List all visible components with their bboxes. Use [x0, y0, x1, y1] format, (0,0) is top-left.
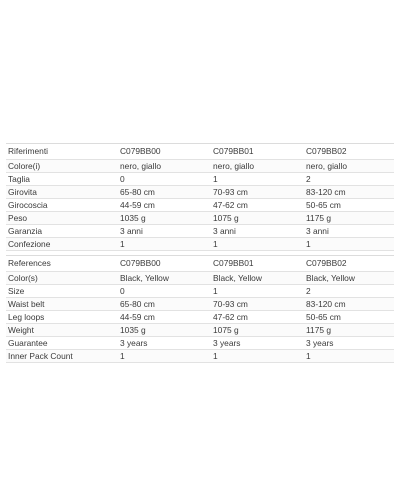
table-header-row: [6, 144, 394, 160]
header-ref-c079bb02: C079BB02: [304, 256, 394, 272]
table-row: [6, 311, 394, 324]
row-label: Size: [6, 285, 118, 298]
row-label: Inner Pack Count: [6, 350, 118, 363]
header-ref-c079bb00: C079BB00: [118, 144, 211, 160]
table-cell: 3 years: [211, 337, 304, 350]
table-cell: 1175 g: [304, 324, 394, 337]
table-cell: 1075 g: [211, 212, 304, 225]
table-cell: 1: [304, 350, 394, 363]
table-row: [6, 324, 394, 337]
table-cell: 70-93 cm: [211, 186, 304, 199]
table-cell: 44-59 cm: [118, 199, 211, 212]
header-label: Riferimenti: [6, 144, 118, 160]
table-cell: 3 anni: [304, 225, 394, 238]
header-ref-c079bb01: C079BB01: [211, 256, 304, 272]
table-cell: 2: [304, 285, 394, 298]
table-cell: 0: [118, 285, 211, 298]
row-label: Taglia: [6, 173, 118, 186]
table-cell: 1075 g: [211, 324, 304, 337]
spec-table-english: [6, 255, 394, 363]
row-label: Color(s): [6, 272, 118, 285]
table-cell: 1035 g: [118, 324, 211, 337]
table-cell: 1: [211, 173, 304, 186]
row-label: Waist belt: [6, 298, 118, 311]
table-row: [6, 285, 394, 298]
header-ref-c079bb02: C079BB02: [304, 144, 394, 160]
table-cell: Black, Yellow: [304, 272, 394, 285]
table-row: [6, 272, 394, 285]
table-cell: 3 years: [304, 337, 394, 350]
table-cell: 1: [211, 285, 304, 298]
table-cell: 70-93 cm: [211, 298, 304, 311]
table-row: [6, 337, 394, 350]
table-cell: 44-59 cm: [118, 311, 211, 324]
table-row: [6, 212, 394, 225]
table-cell: 2: [304, 173, 394, 186]
table-cell: 3 anni: [211, 225, 304, 238]
table-cell: 0: [118, 173, 211, 186]
row-label: Peso: [6, 212, 118, 225]
row-label: Colore(i): [6, 160, 118, 173]
table-cell: 3 anni: [118, 225, 211, 238]
table-cell: nero, giallo: [118, 160, 211, 173]
table-cell: 83-120 cm: [304, 298, 394, 311]
table-cell: 47-62 cm: [211, 199, 304, 212]
table-row: [6, 199, 394, 212]
table-row: [6, 225, 394, 238]
table-cell: 50-65 cm: [304, 199, 394, 212]
table-cell: 50-65 cm: [304, 311, 394, 324]
row-label: Weight: [6, 324, 118, 337]
table-cell: 1: [211, 350, 304, 363]
table-row: [6, 173, 394, 186]
table-row: [6, 298, 394, 311]
header-ref-c079bb00: C079BB00: [118, 256, 211, 272]
header-label: References: [6, 256, 118, 272]
table-cell: nero, giallo: [304, 160, 394, 173]
table-cell: Black, Yellow: [118, 272, 211, 285]
row-label: Guarantee: [6, 337, 118, 350]
table-cell: Black, Yellow: [211, 272, 304, 285]
row-label: Garanzia: [6, 225, 118, 238]
table-row: [6, 350, 394, 363]
spec-table-italian: [6, 143, 394, 251]
row-label: Girovita: [6, 186, 118, 199]
header-ref-c079bb01: C079BB01: [211, 144, 304, 160]
table-cell: 1: [211, 238, 304, 251]
table-cell: 65-80 cm: [118, 186, 211, 199]
table-cell: 1: [304, 238, 394, 251]
table-cell: 3 years: [118, 337, 211, 350]
table-header-row: [6, 256, 394, 272]
table-cell: 1035 g: [118, 212, 211, 225]
table-cell: 1175 g: [304, 212, 394, 225]
table-cell: 47-62 cm: [211, 311, 304, 324]
table-cell: nero, giallo: [211, 160, 304, 173]
table-cell: 1: [118, 238, 211, 251]
row-label: Confezione: [6, 238, 118, 251]
table-row: [6, 186, 394, 199]
table-cell: 83-120 cm: [304, 186, 394, 199]
row-label: Leg loops: [6, 311, 118, 324]
table-row: [6, 238, 394, 251]
table-row: [6, 160, 394, 173]
table-cell: 1: [118, 350, 211, 363]
row-label: Girocoscia: [6, 199, 118, 212]
table-cell: 65-80 cm: [118, 298, 211, 311]
